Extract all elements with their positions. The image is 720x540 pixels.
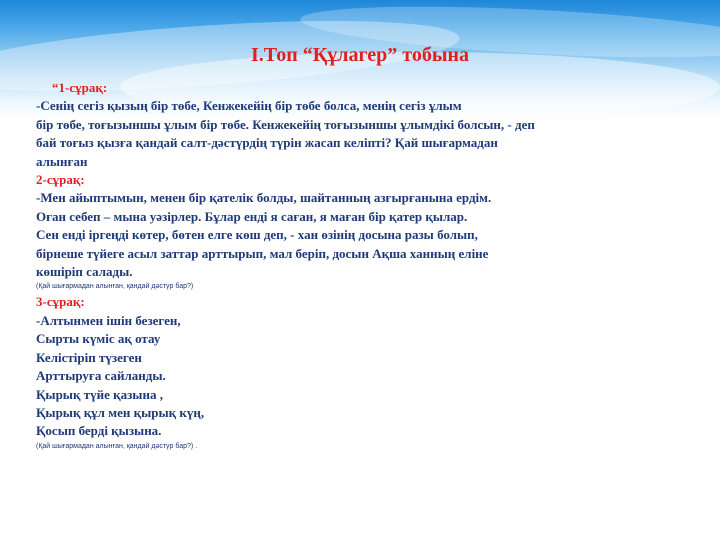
- question-3-line: Арттыруға сайланды.: [36, 368, 166, 384]
- question-2-line: бірнеше түйеге асыл заттар арттырып, мал беріп, досын Ақша ханның еліне: [36, 245, 489, 261]
- question-2-line: -Мен айыптымын, менен бір қателік болды, шайтанның азғырғанына ердім.: [36, 190, 492, 206]
- question-3-line: Қосып берді қызына.: [36, 423, 162, 439]
- question-1-line: бір төбе, тоғызыншы ұлым бір төбе. Кенжекейің тоғызыншы ұлымдікі болсын, - деп: [36, 116, 535, 132]
- question-2-line: көшіріп салады.: [36, 264, 133, 280]
- question-3-label: 3-сұрақ:: [36, 294, 85, 310]
- question-1-line: -Сенің сегіз қызың бір төбе, Кенжекейің бір төбе болса, менің сегіз ұлым: [36, 98, 462, 114]
- question-3-note: (Қай шығармадан алынған, қандай дәстүр бар?) .: [36, 442, 198, 450]
- question-2-line: Оған себеп – мына уәзірлер. Бұлар енді я саған, я маған бір қатер қылар.: [36, 208, 468, 224]
- question-1-line: бай тоғыз қызға қандай салт-дәстүрдің түрін жасап келіпті? Қай шығармадан: [36, 135, 498, 151]
- question-2-note: (Қай шығармадан алынған, қандай дәстүр бар?): [36, 283, 194, 291]
- question-1-label: “1-сұрақ:: [52, 80, 108, 95]
- question-2-label: 2-сұрақ:: [36, 172, 85, 188]
- question-3-line: Қырық түйе қазына ,: [36, 386, 163, 402]
- question-2-line: Сен енді іргеңді көтер, бөтен елге көш деп, - хан өзінің досына разы болып,: [36, 227, 478, 243]
- question-3-line: Келістіріп түзеген: [36, 349, 142, 365]
- question-3-line: Қырық құл мен қырық күң,: [36, 404, 205, 420]
- slide-title: І.Топ “Құлагер” тобына: [251, 44, 469, 66]
- question-3-line: Сырты күміс ақ отау: [36, 331, 161, 347]
- slide-content: [36, 79, 700, 453]
- question-3-line: -Алтынмен ішін безеген,: [36, 312, 181, 328]
- question-1-line: алынған: [36, 153, 88, 169]
